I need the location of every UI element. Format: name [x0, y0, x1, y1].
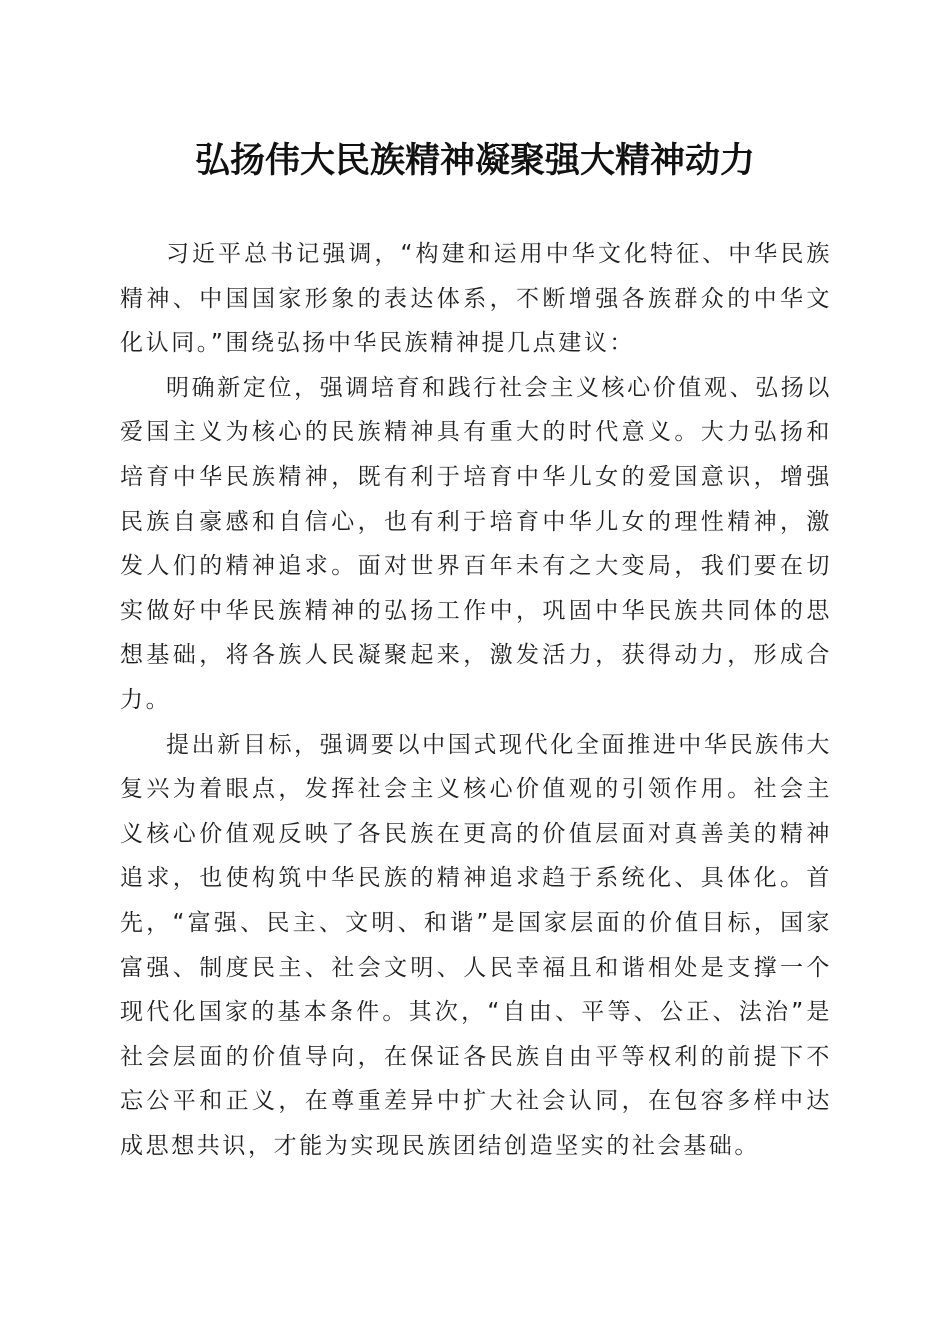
paragraph-new-positioning: 明确新定位，强调培育和践行社会主义核心价值观、弘扬以爱国主义为核心的民族精神具有重大的时代意义。大力弘扬和培育中华民族精神，既有利于培育中华儿女的爱国意识，增强民族自豪感和自信心，也有利于培育中华儿女的理性精神，激发人们的精神追求。面对世界百年未有之大变局，我们要在切实做好中华民族精神的弘扬工作中，巩固中华民族共同体的思想基础，将各族人民凝聚起来，激发活力，获得动力，形成合力。	[120, 374, 832, 713]
paragraph-new-goal: 提出新目标，强调要以中国式现代化全面推进中华民族伟大复兴为着眼点，发挥社会主义核心价值观的引领作用。社会主义核心价值观反映了各民族在更高的价值层面对真善美的精神追求，也使构筑中华民族的精神追求趋于系统化、具体化。首先，“富强、民主、文明、和谐”是国家层面的价值目标，国家富强、制度民主、社会文明、人民幸福且和谐相处是支撑一个现代化国家的基本条件。其次，“自由、平等、公正、法治”是社会层面的价值导向，在保证各民族自由平等权利的前提下不忘公平和正义，在尊重差异中扩大社会认同，在包容多样中达成思想共识，才能为实现民族团结创造坚实的社会基础。	[120, 731, 832, 1159]
paragraph-intro: 习近平总书记强调，“构建和运用中华文化特征、中华民族精神、中国国家形象的表达体系，不断增强各族群众的中华文化认同。”围绕弘扬中华民族精神提几点建议：	[120, 241, 832, 357]
document-body	[120, 232, 832, 1168]
document-title: 弘扬伟大民族精神凝聚强大精神动力	[194, 140, 755, 181]
